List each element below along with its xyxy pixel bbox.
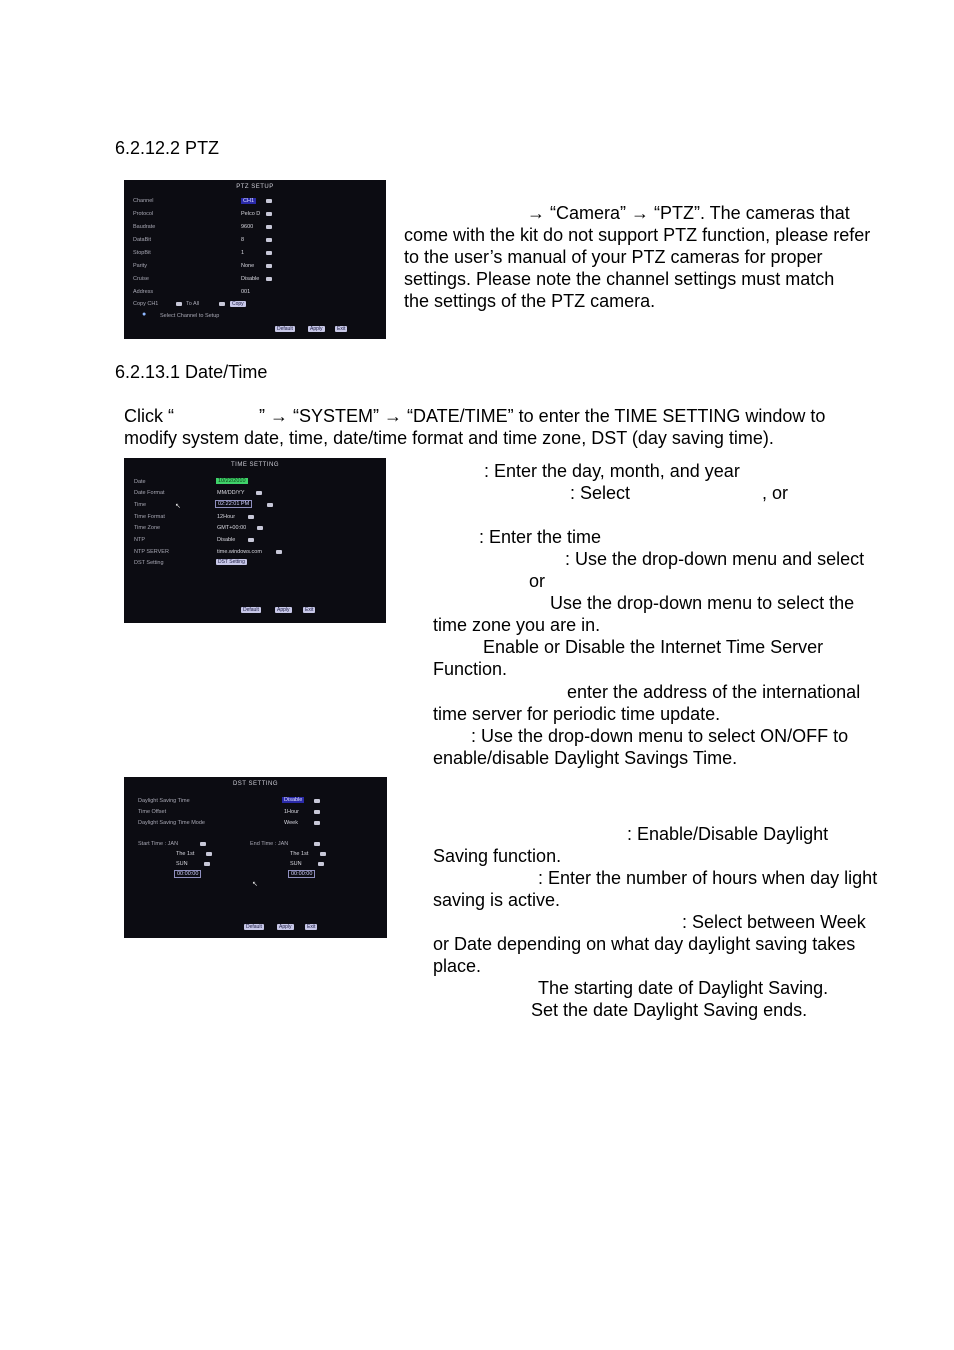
time-dst-setting-button: DST Setting	[218, 559, 245, 565]
ptz-hint-icon: ●	[142, 311, 147, 318]
ptz-row-label: StopBit	[133, 250, 151, 256]
ptz-dropdown-icon	[266, 225, 272, 229]
ptz-dropdown-icon	[266, 277, 272, 281]
dst-dropdown-icon	[314, 842, 320, 846]
time-default-button: Default	[243, 607, 259, 613]
ptz-copy-button: Copy	[232, 301, 244, 307]
dst-end-label: End Time : JAN	[250, 841, 289, 847]
date-format-desc-or: , or	[762, 483, 789, 503]
datetime-intro-line-1: Click “ ” → “SYSTEM” → “DATE/TIME” to enter the TIME SETTING window to	[124, 406, 826, 426]
date-format-desc: : Select	[570, 483, 631, 503]
dst-end-desc: Set the date Daylight Saving ends.	[531, 1000, 808, 1020]
dst-offset-desc-cont: saving is active.	[433, 890, 561, 910]
time-ntp-value: Disable	[217, 537, 236, 543]
dst-dropdown-icon	[200, 842, 206, 846]
dst-end-day: SUN	[290, 861, 302, 867]
ptz-row-value: 8	[241, 237, 245, 243]
time-dropdown-icon	[248, 515, 254, 519]
time-zone-desc: Use the drop-down menu to select the	[550, 593, 855, 613]
ptz-row-label: Protocol	[133, 211, 154, 217]
dst-dropdown-icon	[318, 862, 324, 866]
ntp-server-desc-cont: time server for periodic time update.	[433, 704, 721, 724]
time-row-label: Date	[134, 479, 146, 485]
datetime-section-heading: 6.2.13.1 Date/Time	[115, 362, 268, 382]
ptz-text-line-3: to the user’s manual of your PTZ cameras for proper	[404, 247, 823, 267]
ptz-apply-button: Apply	[310, 326, 323, 332]
dst-dropdown-icon	[320, 852, 326, 856]
dst-end-time: 00:00:00	[288, 870, 315, 878]
dst-enable-value: Disable	[284, 797, 303, 803]
dst-dropdown-icon	[204, 862, 210, 866]
ptz-to-label: To All	[186, 301, 200, 307]
ptz-row-label: DataBit	[133, 237, 152, 243]
ptz-screen-title: PTZ SETUP	[236, 184, 274, 190]
ptz-copy-label: Copy CH1	[133, 301, 159, 307]
ptz-hint: Select Channel to Setup	[160, 313, 220, 319]
time-setting-screenshot	[124, 458, 386, 623]
dst-dropdown-icon	[314, 799, 320, 803]
dst-exit-button: Exit	[307, 924, 316, 930]
ptz-row-label: Channel	[133, 198, 154, 204]
ptz-row-value: Pelco D	[241, 211, 261, 217]
ptz-row-label: Baudrate	[133, 224, 156, 230]
time-row-label: Time Zone	[134, 525, 161, 531]
time-screen-title: TIME SETTING	[231, 462, 279, 468]
ptz-row-value: None	[241, 263, 255, 269]
ptz-text-line-2: come with the kit do not support PTZ function, please refer	[404, 225, 871, 245]
dst-row-label: Daylight Saving Time Mode	[138, 820, 205, 826]
ptz-section-heading: 6.2.12.2 PTZ	[115, 138, 220, 158]
ptz-dropdown-icon	[266, 212, 272, 216]
ptz-text-line-1: → “Camera” → “PTZ”. The cameras that	[527, 203, 850, 223]
time-row-label: NTP SERVER	[134, 549, 169, 555]
dst-enable-desc-cont: Saving function.	[433, 846, 562, 866]
ptz-row-label: Cruise	[133, 276, 149, 282]
dst-mode-value: Week	[284, 820, 298, 826]
ptz-text-line-5: the settings of the PTZ camera.	[404, 291, 656, 311]
time-row-label: DST Setting	[134, 560, 164, 566]
dst-setting-desc: : Use the drop-down menu to select ON/OFF to	[471, 726, 849, 746]
time-dropdown-icon	[256, 491, 262, 495]
time-row-label: NTP	[134, 537, 145, 543]
dst-offset-desc: : Enter the number of hours when day light	[538, 868, 878, 888]
ptz-row-value: CH1	[243, 198, 255, 204]
ntp-server-desc: enter the address of the international	[567, 682, 861, 702]
time-apply-button: Apply	[277, 607, 290, 613]
ptz-dropdown-icon	[266, 251, 272, 255]
date-desc: : Enter the day, month, and year	[484, 461, 740, 481]
time-time-value: 02:22:01 PM	[215, 500, 252, 508]
cursor-icon: ↖	[252, 881, 258, 888]
dst-mode-desc: : Select between Week	[682, 912, 866, 932]
time-dropdown-icon	[248, 538, 254, 542]
dst-mode-desc-cont2: place.	[433, 956, 482, 976]
ptz-dropdown-icon	[266, 199, 272, 203]
time-row-label: Time Format	[134, 514, 165, 520]
ptz-copy-dropdown-icon	[176, 302, 182, 306]
dst-row-label: Time Offset	[138, 809, 167, 815]
datetime-intro-line-2: modify system date, time, date/time format and time zone, DST (day saving time).	[124, 428, 774, 448]
ptz-row-value: 001	[241, 289, 251, 295]
time-date-format-value: MM/DD/YY	[217, 490, 245, 496]
dst-start-label: Start Time : JAN	[138, 841, 179, 847]
dst-end-week: The 1st	[290, 851, 309, 857]
dst-dropdown-icon	[206, 852, 212, 856]
time-format-desc-or: or	[529, 571, 546, 591]
ptz-dropdown-icon	[266, 238, 272, 242]
dst-mode-desc-cont: or Date depending on what day daylight saving takes	[433, 934, 856, 954]
dst-default-button: Default	[246, 924, 262, 930]
ptz-row-value: 9600	[241, 224, 254, 230]
time-dropdown-icon	[257, 526, 263, 530]
ptz-exit-button: Exit	[337, 326, 346, 332]
time-zone-value: GMT+00:00	[217, 525, 247, 531]
time-row-label: Date Format	[134, 490, 165, 496]
time-zone-desc-cont: time zone you are in.	[433, 615, 601, 635]
time-exit-button: Exit	[305, 607, 314, 613]
dst-screen-title: DST SETTING	[232, 781, 279, 787]
dst-offset-value: 1Hour	[284, 809, 299, 815]
ptz-setup-screenshot	[124, 180, 386, 339]
time-format-value: 12Hour	[217, 514, 236, 520]
dst-dropdown-icon	[314, 821, 320, 825]
dst-start-week: The 1st	[176, 851, 195, 857]
dst-start-desc: The starting date of Daylight Saving.	[538, 978, 829, 998]
time-desc: : Enter the time	[479, 527, 602, 547]
cursor-icon: ↖	[175, 503, 181, 510]
time-ntp-server-value: time.windows.com	[217, 549, 262, 555]
dst-dropdown-icon	[314, 810, 320, 814]
ptz-row-value: 1	[241, 250, 245, 256]
dst-row-label: Daylight Saving Time	[138, 798, 190, 804]
dst-start-time: 00:00:00	[174, 870, 201, 878]
ptz-to-dropdown-icon	[219, 302, 225, 306]
time-date-value: 10/22/2010	[218, 478, 246, 484]
time-dropdown-icon	[276, 550, 282, 554]
ntp-desc-cont: Function.	[433, 659, 508, 679]
dst-enable-desc: : Enable/Disable Daylight	[627, 824, 829, 844]
dst-setting-desc-cont: enable/disable Daylight Savings Time.	[433, 748, 738, 768]
time-row-label: Time	[134, 502, 147, 508]
ptz-row-label: Address	[133, 289, 154, 295]
ptz-dropdown-icon	[266, 264, 272, 268]
ptz-text-line-4: settings. Please note the channel settings must match	[404, 269, 835, 289]
ptz-row-value: Disable	[241, 276, 260, 282]
ptz-row-label: Parity	[133, 263, 148, 269]
ntp-desc: Enable or Disable the Internet Time Server	[483, 637, 824, 657]
time-format-desc: : Use the drop-down menu and select	[565, 549, 865, 569]
dst-setting-screenshot	[124, 777, 387, 938]
ptz-default-button: Default	[277, 326, 293, 332]
dst-apply-button: Apply	[279, 924, 292, 930]
dst-start-day: SUN	[176, 861, 188, 867]
time-dropdown-icon	[267, 503, 273, 507]
